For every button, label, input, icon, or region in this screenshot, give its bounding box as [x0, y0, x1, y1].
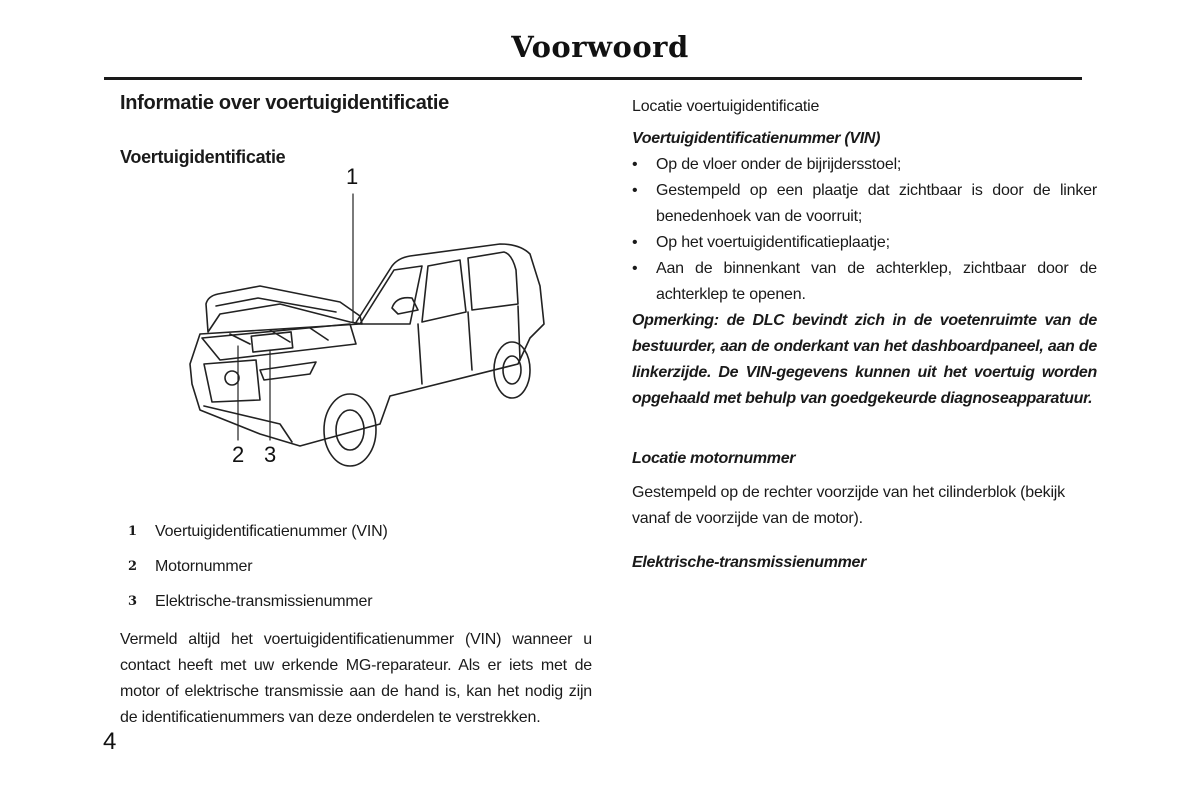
legend-list	[120, 514, 592, 619]
intro-paragraph: Vermeld altijd het voertuigidentificatienummer (VIN) wanneer u contact heeft met uw erkende MG-reparateur. Als er iets met de motor of elektrische transmissie aan de hand is, kan het nodig zijn de identificatienummers van deze onderdelen te verstrekken.	[120, 631, 592, 726]
legend-item	[120, 584, 592, 619]
legend-label: Voertuigidentificatienummer (VIN)	[155, 522, 388, 540]
list-item: • Gestempeld op een plaatje dat zichtbaar is door de linker benedenhoek van de voorruit;	[632, 178, 1097, 230]
right-column	[632, 98, 1097, 572]
side-window-rear	[468, 252, 518, 310]
subsection-heading: Voertuigidentificatie	[120, 147, 286, 167]
legend-label: Elektrische-transmissienummer	[155, 592, 373, 610]
callout-3: 3	[264, 442, 277, 467]
legend-number: 2	[128, 559, 137, 574]
dlc-note: Opmerking: de DLC bevindt zich in de voetenruimte van de bestuurder, aan de onderkant van het dashboardpaneel, aan de linkerzijde. De VIN-gegevens kunnen uit het voertuig worden opgehaald met behulp van goedgekeurde diagnoseapparatuur.	[632, 312, 1097, 407]
list-item: • Op het voertuigidentificatieplaatje;	[632, 230, 1097, 256]
legend-number: 1	[128, 524, 137, 539]
engine-number-text: Gestempeld op de rechter voorzijde van het cilinderblok (bekijk vanaf de voorzijde van de motor).	[632, 484, 1065, 527]
engine-number-heading: Locatie motornummer	[632, 450, 796, 467]
legend-number: 3	[128, 594, 137, 609]
windshield	[360, 266, 422, 324]
front-grille	[204, 360, 260, 402]
legend-label: Motornummer	[155, 557, 253, 575]
suv-line-drawing	[160, 174, 580, 504]
legend-item	[120, 549, 592, 584]
callout-1: 1	[346, 164, 359, 189]
list-item: • Aan de binnenkant van de achterklep, zichtbaar door de achterklep te openen.	[632, 256, 1097, 308]
page-title: Voorwoord	[511, 30, 689, 64]
vin-location-list	[632, 152, 1097, 308]
headlight	[260, 362, 316, 380]
callout-2: 2	[232, 442, 245, 467]
car-illustration	[160, 164, 580, 504]
page-number: 4	[103, 728, 117, 755]
title-divider	[104, 77, 1082, 80]
left-column	[120, 92, 592, 731]
side-window-front	[422, 260, 466, 322]
rear-wheel	[494, 342, 530, 398]
list-item: • Op de vloer onder de bijrijdersstoel;	[632, 152, 1097, 178]
transmission-number-heading: Elektrische-transmissienummer	[632, 554, 867, 571]
legend-item	[120, 514, 592, 549]
vin-heading: Voertuigidentificatienummer (VIN)	[632, 130, 881, 147]
location-label: Locatie voertuigidentificatie	[632, 98, 820, 115]
section-heading: Informatie over voertuigidentificatie	[120, 92, 449, 114]
front-wheel	[324, 394, 376, 466]
